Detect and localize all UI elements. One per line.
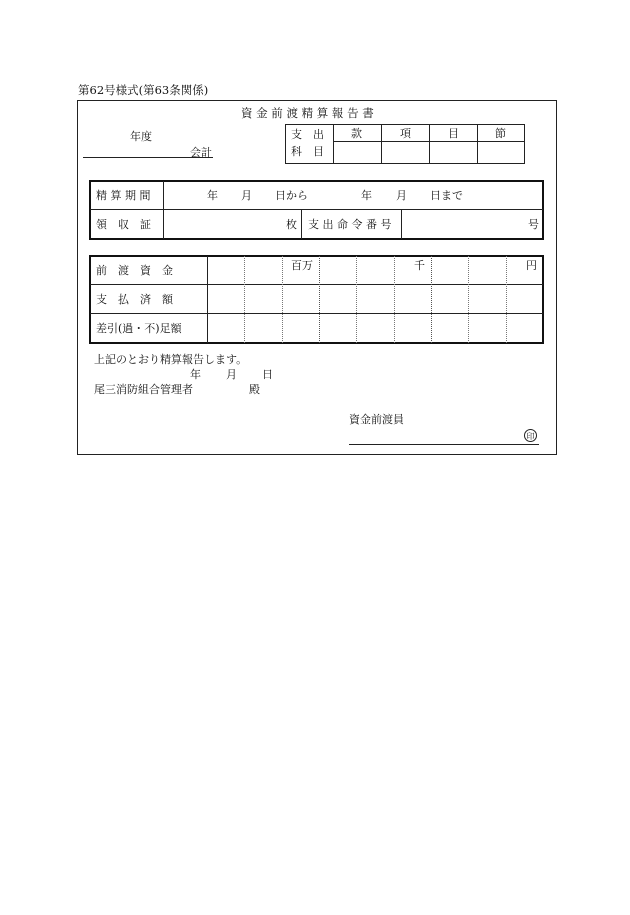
period-tsuki-1: 月 [241, 189, 252, 202]
signature-field[interactable] [349, 428, 525, 444]
signature-line [349, 444, 539, 445]
statement-text: 上記のとおり精算報告します。 [94, 353, 248, 366]
date-hi: 日 [262, 368, 273, 381]
officer-label: 資金前渡員 [349, 413, 404, 426]
difference-label: 差引(過・不)足額 [96, 322, 182, 335]
advance-funds-field[interactable] [208, 256, 543, 284]
order-number-label: 支 出 命 令 番 号 [308, 218, 392, 231]
receipt-mai: 枚 [286, 218, 297, 231]
dono-text: 殿 [249, 383, 260, 396]
shishutsu-label: 支 出 [291, 128, 324, 141]
period-label: 精 算 期 間 [96, 189, 151, 202]
kou-field[interactable] [381, 141, 429, 164]
kan-field[interactable] [333, 141, 381, 164]
difference-field[interactable] [208, 314, 543, 343]
paid-amount-field[interactable] [208, 285, 543, 313]
kaikei-label: 会計 [190, 146, 212, 159]
date-tsuki: 月 [226, 368, 237, 381]
period-tsuki-2: 月 [396, 189, 407, 202]
advance-funds-label: 前 渡 資 金 [96, 264, 173, 277]
date-nen: 年 [190, 368, 201, 381]
col-kan: 款 [351, 127, 362, 140]
order-number-field[interactable] [402, 210, 543, 239]
kamoku-label: 科 目 [291, 145, 324, 158]
unit-yen: 円 [526, 259, 537, 272]
unit-million: 百万 [291, 259, 313, 272]
period-made: 日まで [430, 189, 463, 202]
period-kara: 日から [275, 189, 308, 202]
col-setsu: 節 [495, 127, 506, 140]
moku-field[interactable] [429, 141, 477, 164]
period-divider [301, 210, 302, 239]
order-go: 号 [528, 218, 539, 231]
col-kou: 項 [400, 127, 411, 140]
period-nen-2: 年 [361, 189, 372, 202]
nendo-label: 年度 [130, 130, 152, 143]
col-moku: 目 [448, 127, 459, 140]
seal-icon: 印 [524, 429, 537, 442]
period-nen-1: 年 [207, 189, 218, 202]
receipt-label: 領 収 証 [96, 218, 151, 231]
paid-amount-label: 支 払 済 額 [96, 293, 173, 306]
setsu-field[interactable] [477, 141, 525, 164]
unit-thousand: 千 [414, 259, 425, 272]
form-title: 資 金 前 渡 精 算 報 告 書 [241, 106, 374, 120]
receipt-count-field[interactable] [164, 210, 301, 239]
form-caption: 第62号様式(第63条関係) [78, 83, 209, 97]
recipient-text: 尾三消防組合管理者 [94, 383, 193, 396]
